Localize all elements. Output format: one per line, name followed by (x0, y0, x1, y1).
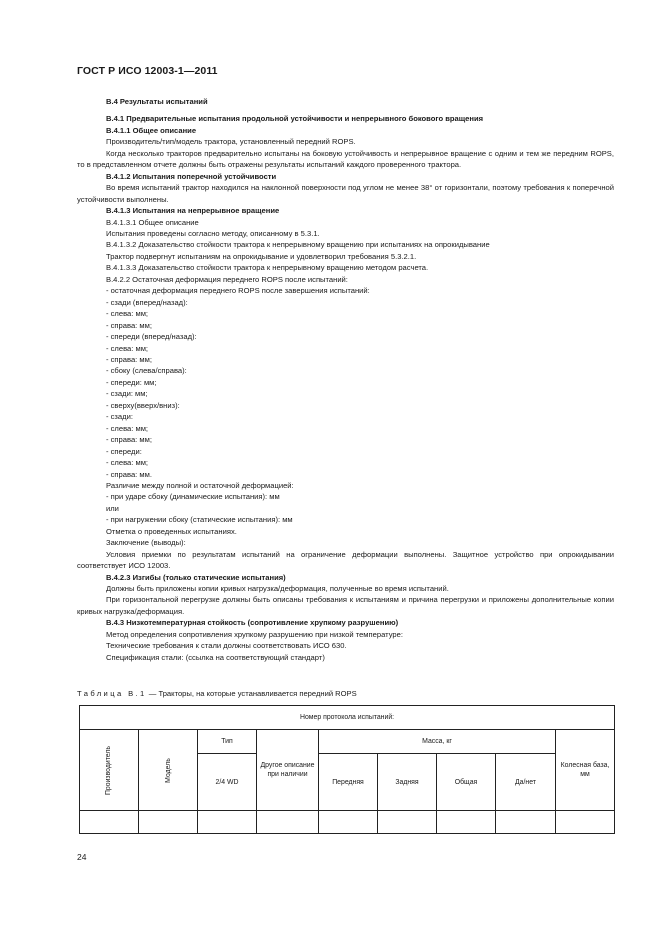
paragraph: Метод определения сопротивления хрупкому разрушению при низкой температуре: (106, 629, 403, 639)
table-caption-text: — Тракторы, на которые устанавливается передний ROPS (146, 689, 357, 698)
table-caption (77, 689, 357, 698)
section-heading: В.4.2.3 Изгибы (только статические испытания) (106, 572, 286, 582)
paragraph: - справа: мм; (106, 354, 152, 364)
section-heading: В.4.1.1 Общее описание (106, 125, 197, 135)
paragraph: Когда несколько тракторов предварительно испытаны на боковую устойчивость и непрерывное вращение с одним и тем же передним ROPS, то в представленном отчете должны быть отражены результаты испытаний каждого проверенного трактора. (77, 148, 614, 170)
paragraph: При горизонтальной перегрузке должны быть описаны требования к испытаниям и причина перегрузки и приложены дополнительные копии кривых нагрузка/деформация. (77, 595, 614, 616)
section-heading: В.4 Результаты испытаний (106, 97, 208, 106)
table-caption-label: Таблица В.1 (77, 689, 147, 698)
section-heading: В.4.3 Низкотемпературная стойкость (сопротивление хрупкому разрушению) (106, 618, 399, 628)
manufacturer-header: Производитель (80, 730, 139, 811)
paragraph: Должны быть приложены копии кривых нагрузка/деформация, полученные во время испытаний. (106, 584, 449, 594)
paragraph: Трактор подвергнут испытаниям на опрокидывание и удовлетворил требования 5.3.2.1. (106, 251, 417, 261)
section-heading: В.4.1.3 Испытания на непрерывное вращение (106, 206, 280, 216)
paragraph: - сзади: (106, 412, 133, 422)
paragraph: Заключение (выводы): (106, 538, 186, 548)
paragraph: - слева: мм; (106, 423, 149, 433)
paragraph: В.4.1.3.2 Доказательство стойкости трактора к непрерывному вращению при испытаниях на опрокидывание (106, 240, 490, 250)
paragraph: - спереди: мм; (106, 377, 157, 387)
table-cell (80, 811, 139, 834)
section-heading: В.4.1 Предварительные испытания продольной устойчивости и непрерывного бокового вращения (106, 114, 484, 124)
document-body (77, 96, 614, 663)
document-header: ГОСТ Р ИСО 12003-1—2011 (77, 65, 218, 77)
paragraph: - сбоку (слева/справа): (106, 366, 187, 376)
table-row (80, 811, 615, 834)
model-header: Модель (139, 730, 198, 811)
mass-total-header: Общая (437, 754, 496, 811)
paragraph: В.4.2.2 Остаточная деформация переднего ROPS после испытаний: (106, 274, 348, 284)
paragraph: Во время испытаний трактор находился на наклонной поверхности под углом не менее 38° от горизонтали, поэтому требования к поперечной устойчивости выполнены. (77, 183, 614, 204)
paragraph: В.4.1.3.1 Общее описание (106, 217, 199, 227)
table-cell (198, 811, 257, 834)
paragraph: Различие между полной и остаточной деформацией: (106, 480, 294, 490)
wheelbase-header: Колесная база, мм (556, 730, 615, 811)
section-heading: В.4.1.2 Испытания поперечной устойчивости (106, 171, 277, 181)
table-cell (257, 811, 319, 834)
table-cell (556, 811, 615, 834)
paragraph: - спереди: (106, 446, 142, 456)
paragraph: - слева: мм; (106, 343, 149, 353)
table-cell (319, 811, 378, 834)
paragraph: - сзади: мм; (106, 389, 148, 399)
ROPS-table (79, 705, 615, 834)
table-cell (437, 811, 496, 834)
paragraph: - сверху(вверх/вниз): (106, 400, 180, 410)
mass-rear-header: Задняя (378, 754, 437, 811)
drive-type-header: 2/4 WD (198, 754, 257, 811)
table-cell (496, 811, 556, 834)
paragraph: Производитель/тип/модель трактора, установленный передний ROPS. (106, 137, 356, 147)
other-description-header: Другое описание при наличии (257, 730, 319, 811)
paragraph: - спереди (вперед/назад): (106, 332, 197, 342)
paragraph: или (106, 503, 119, 513)
mass-front-header: Передняя (319, 754, 378, 811)
paragraph: - сзади (вперед/назад): (106, 297, 188, 307)
paragraph: - справа: мм; (106, 320, 152, 330)
table-cell (139, 811, 198, 834)
paragraph: Отметка о проведенных испытаниях. (106, 526, 237, 536)
paragraph: - справа: мм. (106, 469, 152, 479)
mass-header: Масса, кг (319, 730, 556, 754)
protocol-number-header: Номер протокола испытаний: (80, 706, 615, 730)
paragraph: Технические требования к стали должны соответствовать ИСО 630. (106, 641, 347, 651)
paragraph: Условия приемки по результатам испытаний на ограничение деформации выполнены. Защитное устройство при опрокидывании соответствует ИСО 12003. (77, 549, 614, 571)
paragraph: - остаточная деформация переднего ROPS после завершения испытаний: (106, 286, 370, 296)
page-number: 24 (77, 852, 87, 862)
yes-no-header: Да/нет (496, 754, 556, 811)
paragraph: - при нагружении сбоку (статические испытания): мм (106, 515, 293, 525)
paragraph: - при ударе сбоку (динамические испытания): мм (106, 492, 280, 502)
paragraph: - справа: мм; (106, 435, 152, 445)
paragraph: В.4.1.3.3 Доказательство стойкости трактора к непрерывному вращению методом расчета. (106, 263, 429, 273)
paragraph: Спецификация стали: (ссылка на соответствующий стандарт) (106, 652, 325, 662)
paragraph: Испытания проведены согласно методу, описанному в 5.3.1. (106, 228, 320, 238)
table-cell (378, 811, 437, 834)
paragraph: - слева: мм; (106, 458, 149, 468)
paragraph: - слева: мм; (106, 309, 149, 319)
type-header: Тип (198, 730, 257, 754)
